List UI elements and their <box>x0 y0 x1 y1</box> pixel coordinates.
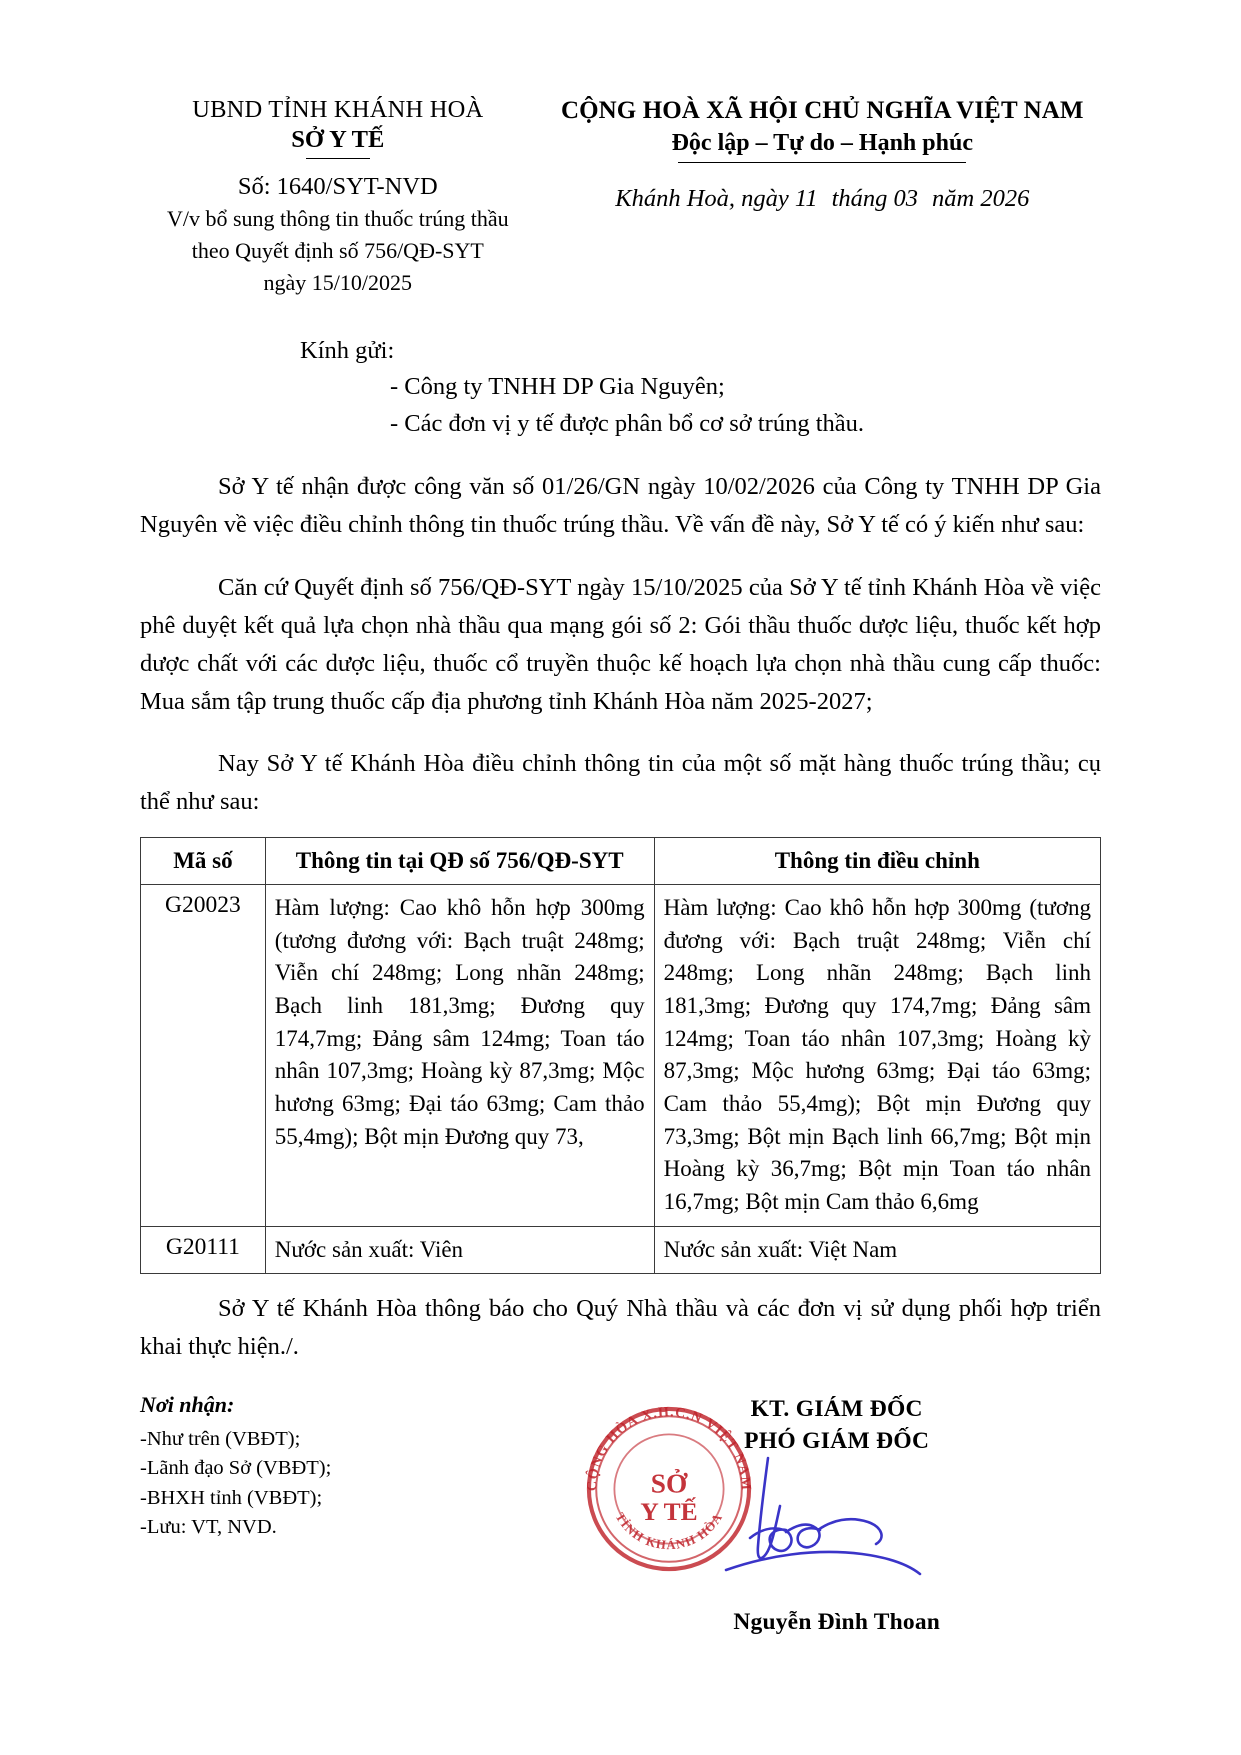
recipient-item: - Các đơn vị y tế được phân bổ cơ sở trúng thầu. <box>390 409 865 437</box>
agency-name: SỞ Y TẾ <box>288 125 387 159</box>
place-and-date <box>544 185 1101 213</box>
document-subject-line-2: theo Quyết định số 756/QĐ-SYT <box>191 238 484 264</box>
issuing-agency-block <box>140 95 544 297</box>
issue-place-and-day: Khánh Hoà, ngày 11 <box>615 185 818 213</box>
signature-area <box>140 1392 1101 1636</box>
column-header-code: Mã số <box>141 838 266 885</box>
distribution-list <box>140 1392 572 1636</box>
table-row <box>141 885 1101 1227</box>
issue-month: tháng 03 <box>831 185 919 213</box>
cell-adjusted-info: Nước sản xuất: Việt Nam <box>654 1226 1100 1274</box>
document-number: Số: 1640/SYT-NVD <box>237 172 438 200</box>
column-header-adjusted: Thông tin điều chỉnh <box>654 838 1100 885</box>
document-subject-line-1: V/v bổ sung thông tin thuốc trúng thầu <box>167 206 509 232</box>
svg-text:SỞ: SỞ <box>651 1468 688 1499</box>
cell-adjusted-info: Hàm lượng: Cao khô hỗn hợp 300mg (tương đương với: Bạch truật 248mg; Viễn chí 248mg; Long nhãn 248mg; Bạch linh 181,3mg; Đương quy 174,7mg; Đảng sâm 124mg; Toan táo nhân 107,3mg; Hoàng kỳ 87,3mg; Mộc hương 63mg; Đại táo 63mg; Cam thảo 55,4mg); Bột mịn Đương quy 73,3mg; Bột mịn Bạch linh 66,7mg; Bột mịn Hoàng kỳ 36,7mg; Bột mịn Toan táo nhân 16,7mg; Bột mịn Cam thảo 6,6mg <box>654 885 1100 1227</box>
body-paragraph: Nay Sở Y tế Khánh Hòa điều chỉnh thông tin của một số mặt hàng thuốc trúng thầu; cụ thể như sau: <box>140 750 1101 816</box>
table-header-row <box>141 838 1101 885</box>
svg-text:TỈNH KHÁNH HÒA: TỈNH KHÁNH HÒA <box>612 1510 726 1553</box>
cell-original-info: Hàm lượng: Cao khô hỗn hợp 300mg (tương đương với: Bạch truật 248mg; Viễn chí 248mg; Long nhãn 248mg; Bạch linh 181,3mg; Đương quy 174,7mg; Đảng sâm 124mg; Toan táo nhân 107,3mg; Hoàng kỳ 87,3mg; Mộc hương 63mg; Đại táo 63mg; Cam thảo 55,4mg); Bột mịn Đương quy 73, <box>265 885 654 1227</box>
signer-name: Nguyễn Đình Thoan <box>733 1608 941 1635</box>
distribution-item: -BHXH tỉnh (VBĐT); <box>140 1486 323 1509</box>
adjustment-table <box>140 837 1101 1274</box>
distribution-item: -Lưu: VT, NVD. <box>140 1515 277 1538</box>
cell-product-code: G20023 <box>141 885 266 1227</box>
column-header-original: Thông tin tại QĐ số 756/QĐ-SYT <box>265 838 654 885</box>
cell-original-info: Nước sản xuất: Viên <box>265 1226 654 1274</box>
signature-block <box>572 1392 1101 1636</box>
signer-title-line-1: KT. GIÁM ĐỐC <box>750 1396 923 1423</box>
cell-product-code: G20111 <box>141 1226 266 1274</box>
body-paragraph: Sở Y tế nhận được công văn số 01/26/GN ngày 10/02/2026 của Công ty TNHH DP Gia Nguyên về việc điều chỉnh thông tin thuốc trúng thầu. Về vấn đề này, Sở Y tế có ý kiến như sau: <box>140 473 1101 539</box>
national-header-block <box>544 95 1101 213</box>
distribution-item: -Lãnh đạo Sở (VBĐT); <box>140 1457 332 1480</box>
table-row <box>141 1226 1101 1274</box>
recipient-section <box>140 333 1101 442</box>
distribution-title: Nơi nhận: <box>140 1392 235 1418</box>
national-title: CỘNG HOÀ XÃ HỘI CHỦ NGHĨA VIỆT NAM <box>560 97 1084 124</box>
document-body <box>140 468 1101 821</box>
document-header <box>140 95 1101 297</box>
national-motto: Độc lập – Tự do – Hạnh phúc <box>666 128 979 163</box>
agency-parent-name: UBND TỈNH KHÁNH HOÀ <box>192 96 484 123</box>
recipient-item: - Công ty TNHH DP Gia Nguyên; <box>390 372 725 400</box>
body-paragraph: Căn cứ Quyết định số 756/QĐ-SYT ngày 15/10/2025 của Sở Y tế tỉnh Khánh Hòa về việc phê duyệt kết quả lựa chọn nhà thầu qua mạng gói số 2: Gói thầu thuốc dược liệu, thuốc kết hợp dược chất với các dược liệu, thuốc cổ truyền thuộc kế hoạch lựa chọn nhà thầu cung cấp thuốc: Mua sắm tập trung thuốc cấp địa phương tỉnh Khánh Hòa năm 2025-2027; <box>140 573 1101 715</box>
closing-paragraph: Sở Y tế Khánh Hòa thông báo cho Quý Nhà thầu và các đơn vị sử dụng phối hợp triển khai thực hiện./. <box>140 1295 1101 1361</box>
recipient-label: Kính gửi: <box>300 337 395 365</box>
document-subject-line-3: ngày 15/10/2025 <box>263 269 413 295</box>
issue-year: năm 2026 <box>932 185 1030 213</box>
svg-text:CỘNG HÒA X.H.C.N VIỆT NAM: CỘNG HÒA X.H.C.N VIỆT NAM <box>584 1404 755 1492</box>
svg-text:Y TẾ: Y TẾ <box>640 1497 699 1527</box>
distribution-item: -Như trên (VBĐT); <box>140 1428 301 1451</box>
signer-title-line-2: PHÓ GIÁM ĐỐC <box>744 1427 930 1454</box>
handwritten-signature <box>710 1450 960 1600</box>
